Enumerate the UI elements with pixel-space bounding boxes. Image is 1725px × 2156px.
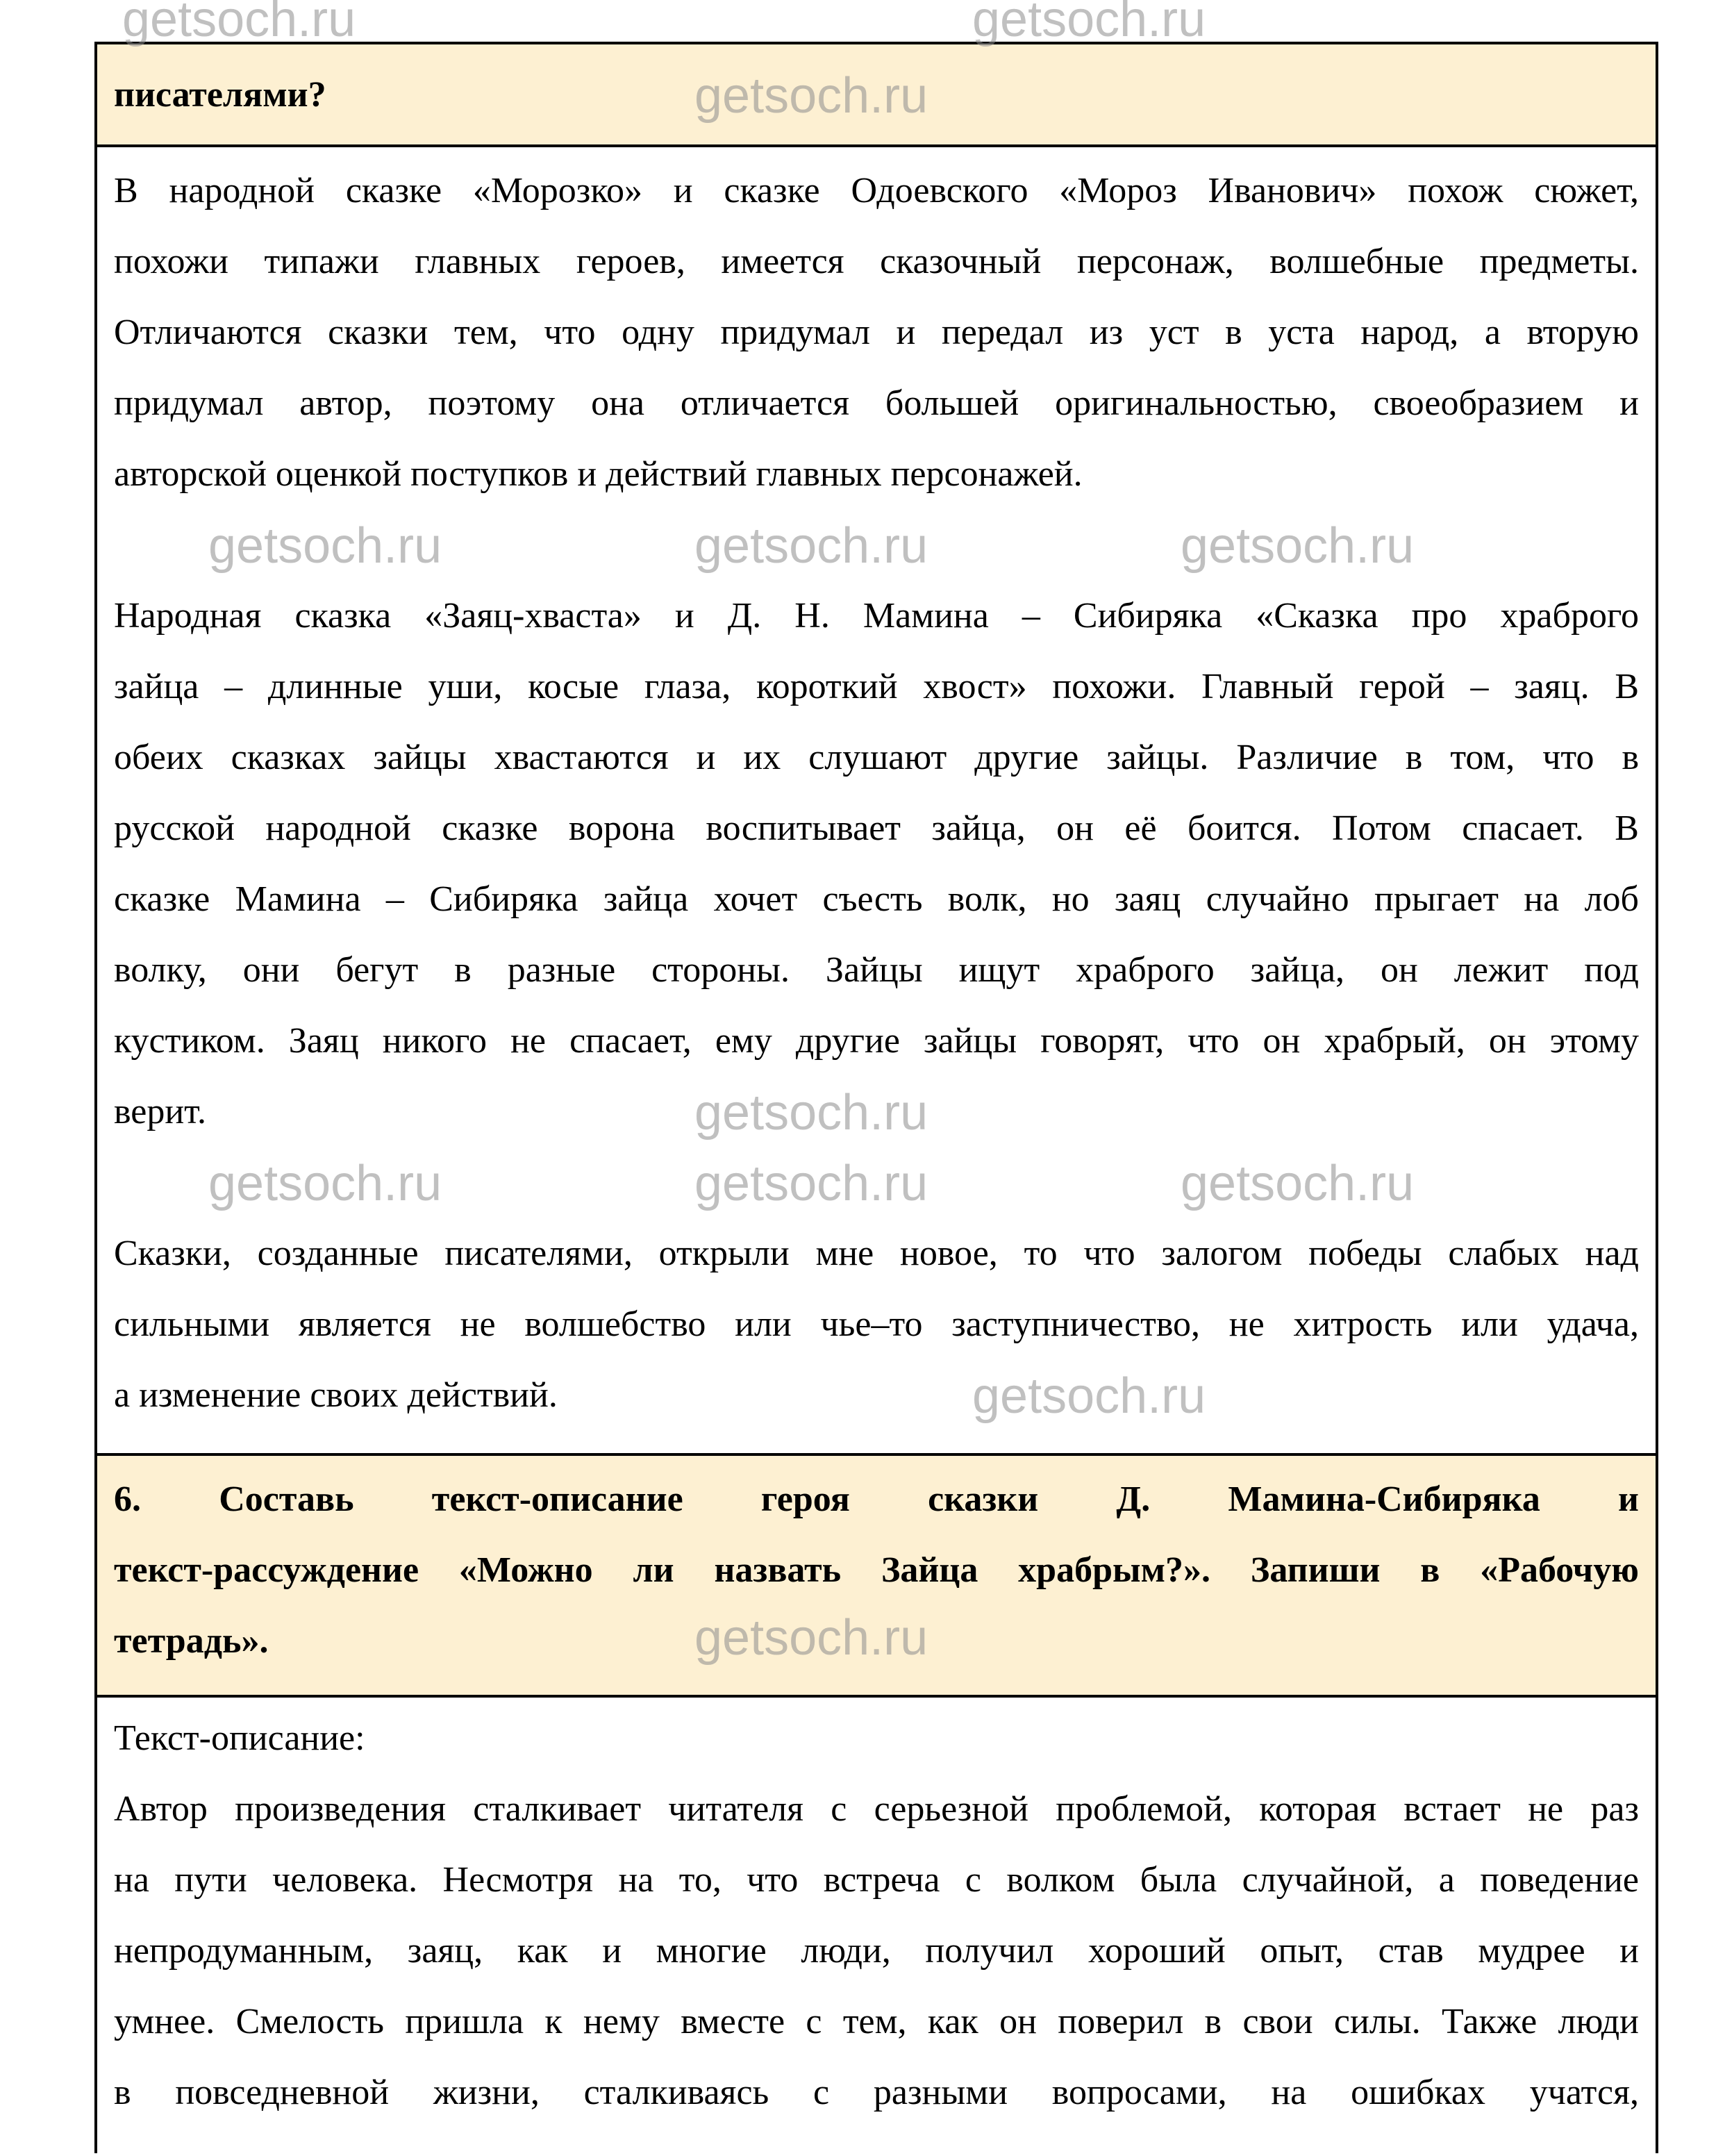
answer-line: на пути человека. Несмотря на то, что встреча с волком была случайной, а поведение <box>114 1860 1639 1900</box>
answer-line: волку, они бегут в разные стороны. Зайцы ищут храброго зайца, он лежит под <box>114 950 1639 990</box>
answer-line: Сказки, созданные писателями, открыли мне новое, то что залогом победы слабых над <box>114 1234 1639 1273</box>
watermark: getsoch.ru <box>972 0 1206 47</box>
watermark: getsoch.ru <box>694 1156 928 1211</box>
answer-line: Автор произведения сталкивает читателя с серьезной проблемой, которая встает не раз <box>114 1789 1639 1829</box>
answer-line: похожи типажи главных героев, имеется сказочный персонаж, волшебные предметы. <box>114 242 1639 281</box>
question-header-row <box>97 44 1656 147</box>
task-line: тетрадь». <box>114 1621 269 1661</box>
answer-line: а изменение своих действий. <box>114 1375 558 1415</box>
answer-line: обеих сказках зайцы хвастаются и их слушают другие зайцы. Различие в том, что в <box>114 738 1639 777</box>
answer-line: непродуманным, заяц, как и многие люди, получил хороший опыт, став мудрее и <box>114 1931 1639 1971</box>
watermark: getsoch.ru <box>1181 518 1415 574</box>
watermark: getsoch.ru <box>694 68 928 124</box>
answer-line: придумал автор, поэтому она отличается большей оригинальностью, своеобразием и <box>114 383 1639 423</box>
watermark: getsoch.ru <box>694 518 928 574</box>
answer-line: Отличаются сказки тем, что одну придумал и передал из уст в уста народ, а вторую <box>114 313 1639 352</box>
task-line: текст-рассуждение «Можно ли назвать Зайца храбрым?». Запиши в «Рабочую <box>114 1550 1639 1590</box>
qa-table <box>94 42 1658 2153</box>
answer-line: Народная сказка «Заяц-хваста» и Д. Н. Мамина – Сибиряка «Сказка про храброго <box>114 596 1639 636</box>
answer-row <box>97 147 1656 1453</box>
answer-line: В народной сказке «Морозко» и сказке Одоевского «Мороз Иванович» похож сюжет, <box>114 171 1639 210</box>
answer-line: зайца – длинные уши, косые глаза, короткий хвост» похожи. Главный герой – заяц. В <box>114 667 1639 706</box>
watermark: getsoch.ru <box>972 1368 1206 1424</box>
task-6-answer-row <box>97 1698 1656 2156</box>
watermark: getsoch.ru <box>122 0 356 47</box>
watermark: getsoch.ru <box>208 518 442 574</box>
watermark: getsoch.ru <box>694 1610 928 1666</box>
answer-line: сильными является не волшебство или чье–то заступничество, не хитрость или удача, <box>114 1304 1639 1344</box>
answer-label: Текст-описание: <box>114 1718 365 1758</box>
answer-line: верит. <box>114 1092 206 1131</box>
question-text: писателями? <box>114 75 326 115</box>
task-line: 6. Составь текст-описание героя сказки Д. Мамина-Сибиряка и <box>114 1479 1639 1519</box>
answer-line: русской народной сказке ворона воспитывает зайца, он её боится. Потом спасает. В <box>114 808 1639 848</box>
watermark: getsoch.ru <box>694 1085 928 1141</box>
watermark: getsoch.ru <box>208 1156 442 1211</box>
answer-line: сказке Мамина – Сибиряка зайца хочет съесть волк, но заяц случайно прыгает на лоб <box>114 879 1639 919</box>
answer-line: кустиком. Заяц никого не спасает, ему другие зайцы говорят, что он храбрый, он этому <box>114 1021 1639 1061</box>
watermark: getsoch.ru <box>1181 1156 1415 1211</box>
task-6-header-row <box>97 1453 1656 1698</box>
answer-line: в повседневной жизни, сталкиваясь с разными вопросами, на ошибках учатся, <box>114 2073 1639 2112</box>
answer-line: умнее. Смелость пришла к нему вместе с тем, как он поверил в свои силы. Также люди <box>114 2002 1639 2041</box>
answer-line: авторской оценкой поступков и действий главных персонажей. <box>114 454 1083 494</box>
